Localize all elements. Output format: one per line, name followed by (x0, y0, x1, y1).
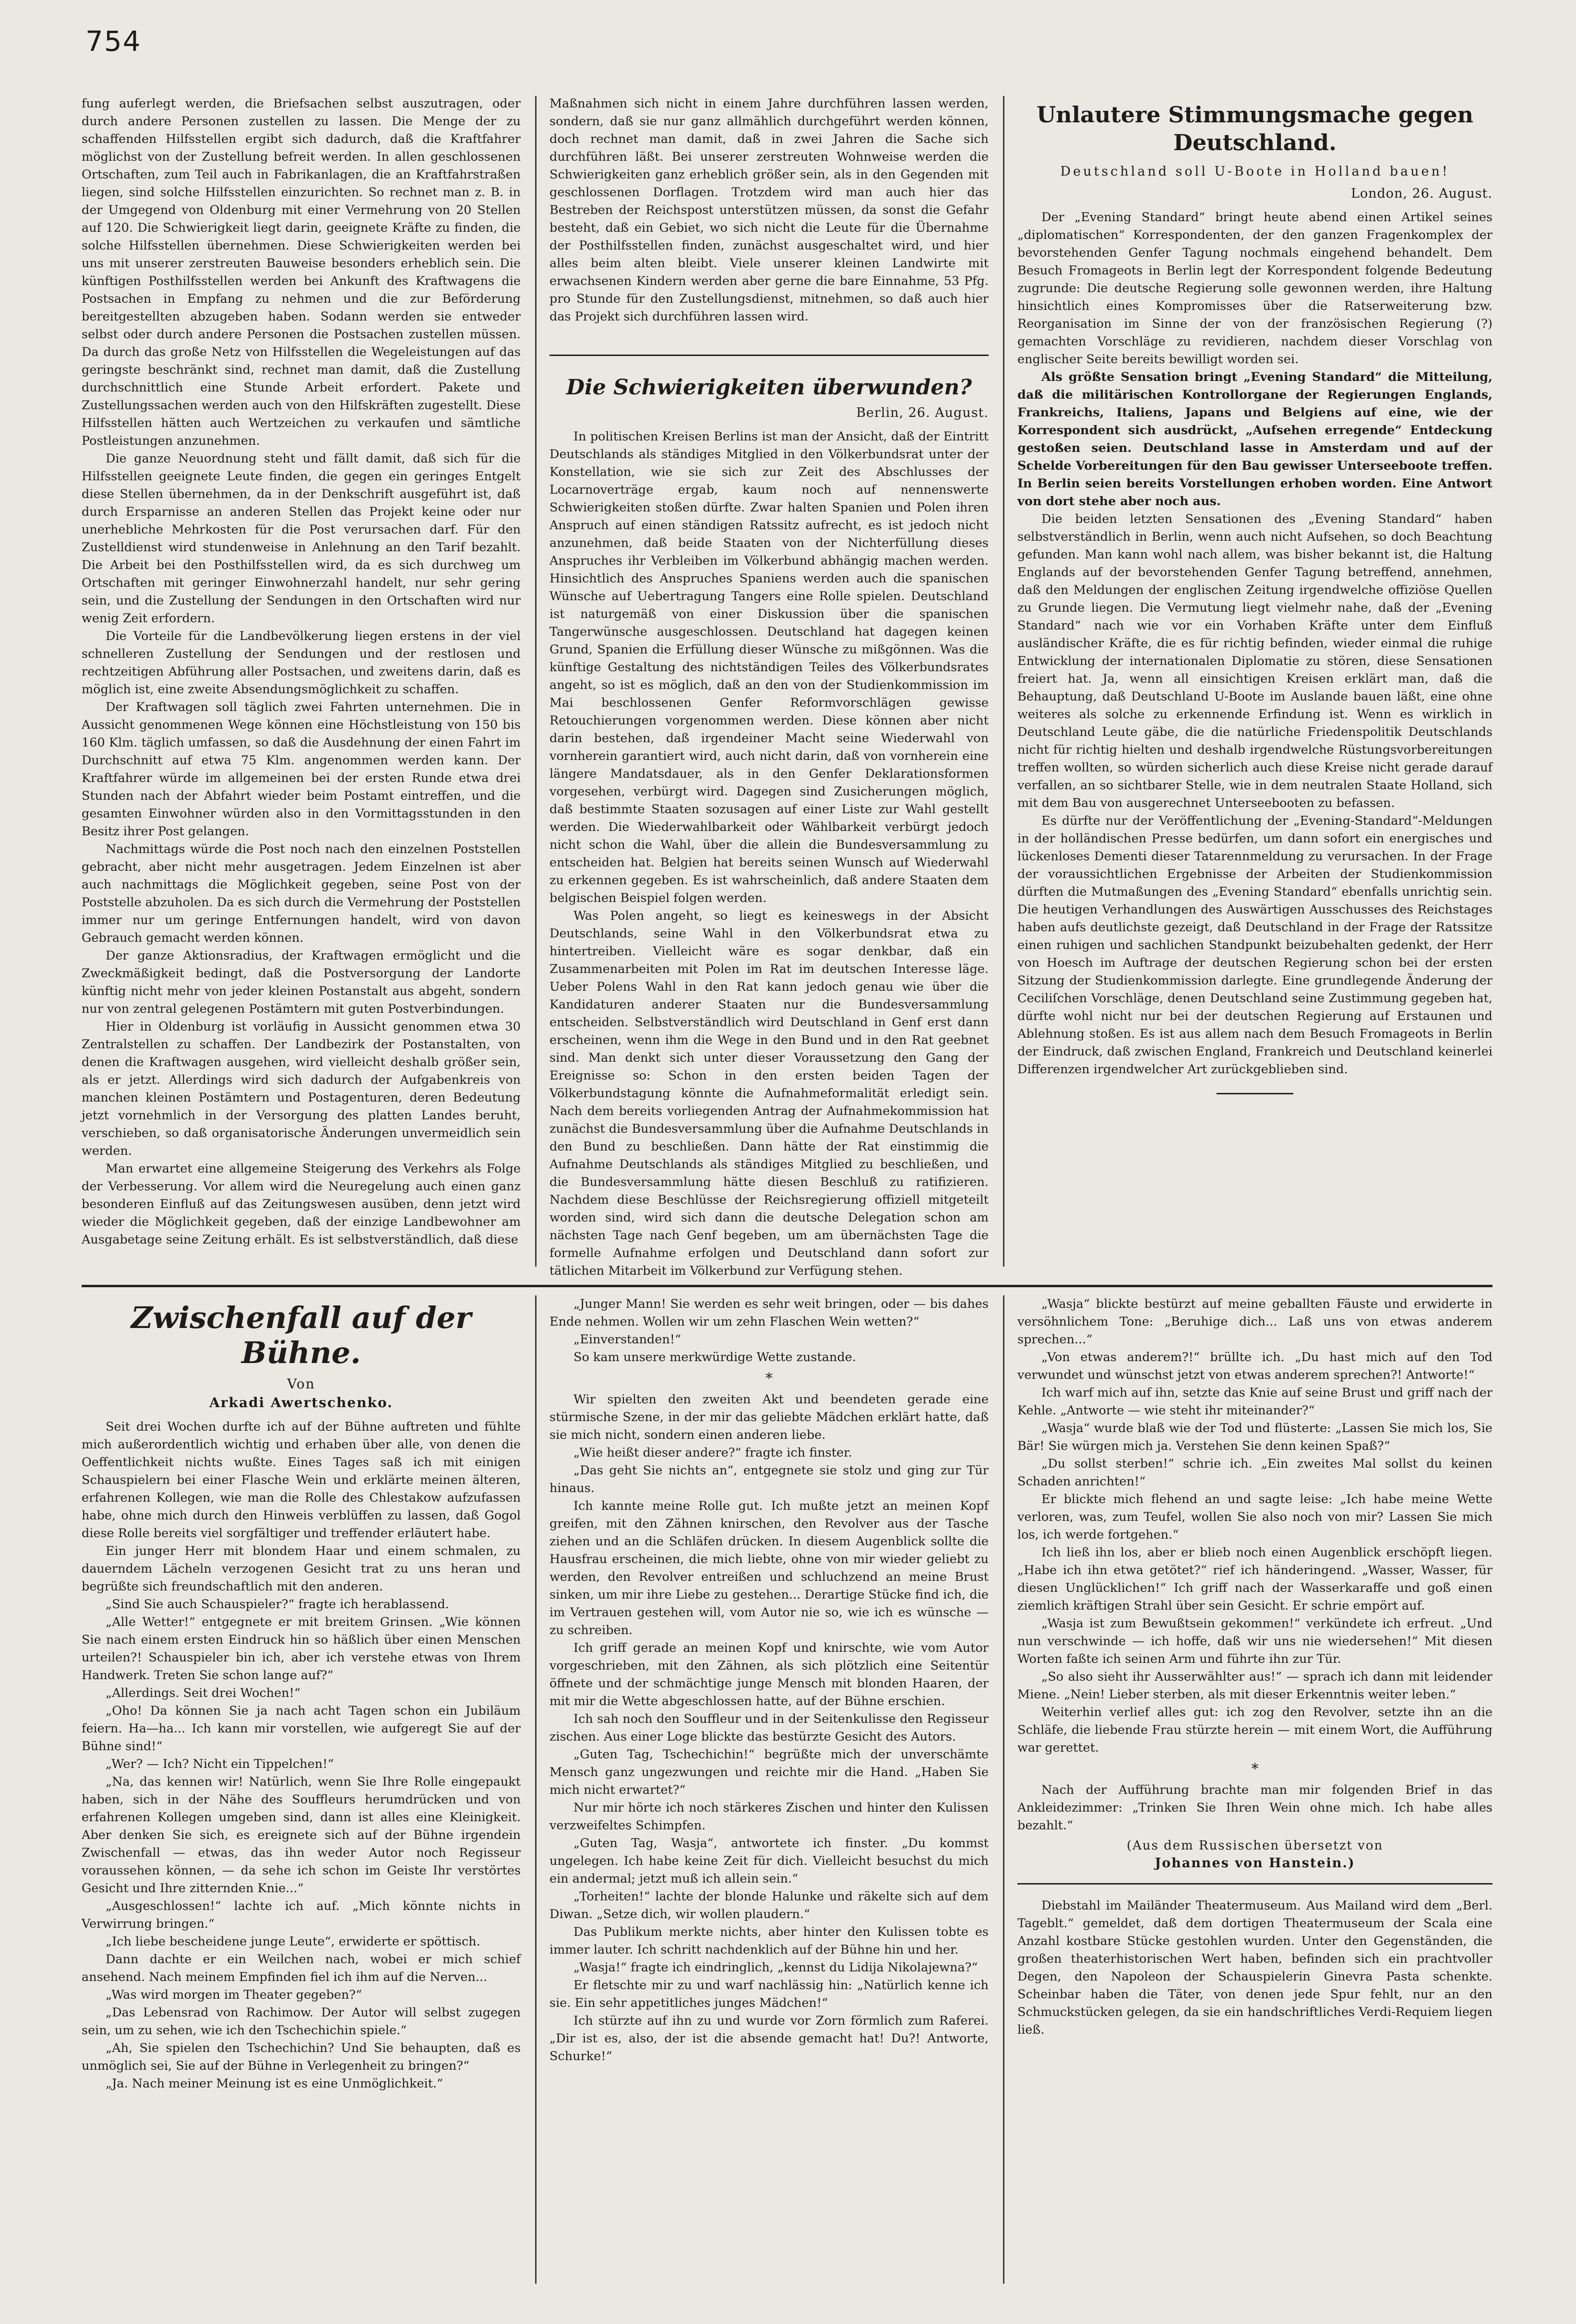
separator-star: * (765, 1370, 773, 1387)
paragraph: Er fletschte mir zu und warf nachlässig hin: „Natürlich kenne ich sie. Ein sehr appetitliches junges Mädchen!“ (549, 1978, 989, 2010)
paragraph: Seit drei Wochen durfte ich auf der Bühne auftreten und fühlte mich außerordentlich wichtig und erhaben über alle, von denen die Oeffentlichkeit nichts wußte. Eines Tages saß ich mit einigen Schauspielern bei einer Flasche Wein und erklärte meinen älteren, erfahrenen Kollegen, wie man die Rolle des Chlestakow aufzufassen habe, ohne mich durch den Hinweis verblüffen zu lassen, daß Gogol diese Rolle bereits viel sorgfältiger und treffender erläutert habe. (82, 1420, 521, 1541)
paragraph: „Von etwas anderem?!“ brüllte ich. „Du hast mich auf den Tod verwundet und wünschst jetzt von etwas anderem sprechen?! Antworte!“ (1017, 1350, 1492, 1382)
paragraph: „Wasja ist zum Bewußtsein gekommen!“ verkündete ich erfreut. „Und nun verschwinde — ich hoffe, daß wir uns nie wiedersehen!“ Mit diesen Worten faßte ich seinen Arm und führte ihn zur Tür. (1017, 1616, 1492, 1666)
paragraph: „Du sollst sterben!“ schrie ich. „Ein zweites Mal sollst du keinen Schaden anrichten!“ (1017, 1457, 1492, 1489)
paragraph: „Ausgeschlossen!“ lachte ich auf. „Mich könnte nichts in Verwirrung bringen.“ (82, 1899, 521, 1931)
section-divider (82, 1285, 1492, 1287)
paragraph: Ich griff gerade an meinen Kopf und knirschte, wie vom Autor vorgeschrieben, mit den Zähnen, als sich plötzlich eine Seitentür öffnete und der schmächtige junge Mensch mit blonden Haaren, der mit mir die Wette abgeschlossen hatte, auf der Bühne erschien. (549, 1641, 989, 1708)
paragraph: Wir spielten den zweiten Akt und beendeten gerade eine stürmische Szene, in der mir das geliebte Mädchen erklärt hatte, daß sie mich nicht, sondern einen anderen liebe. (549, 1392, 989, 1442)
paragraph: „Ich liebe bescheidene junge Leute“, erwiderte er spöttisch. (106, 1934, 480, 1949)
paragraph: Dann dachte er ein Weilchen nach, wobei er mich schief ansehend. Nach meinem Empfinden fiel ich ihm auf die Nerven... (82, 1952, 521, 1984)
paragraph: Hier in Oldenburg ist vorläufig in Aussicht genommen etwa 30 Zentralstellen zu schaffen. Der Landbezirk der Postanstalten, von denen die Kraftwagen ausgehen, wird vielleicht deshalb größer sein, als er jetzt. Allerdings wird sich dadurch der Aufgabenkreis von manchen kleinen Postämtern und Postagenturen, deren Bedeutung jetzt vornehmlich in der Versorgung des platten Landes beruht, verschieben, so daß organisatorische Änderungen unvermeidlich sein werden. (82, 1020, 521, 1158)
story-column-3 (1017, 1295, 1492, 2284)
story-von: Von (287, 1376, 315, 1392)
article-separator (549, 355, 989, 356)
column-divider (535, 1295, 537, 2284)
paragraph: „Alle Wetter!“ entgegnete er mit breitem Grinsen. „Wie können Sie nach einem ersten Eindruck hin so häßlich über einen Menschen urteilen?! Schauspieler bin ich, aber ich verstehe etwas von Ihrem Handwerk. Treten Sie schon lange auf?“ (82, 1615, 521, 1683)
paragraph: Nur mir hörte ich noch stärkeres Zischen und hinter den Kulissen verzweifeltes Schimpfen. (549, 1801, 989, 1833)
article-dateline: London, 26. August. (1350, 186, 1492, 201)
paragraph: Die beiden letzten Sensationen des „Evening Standard“ haben selbstverständlich in Berlin, wenn auch nicht Aufsehen, so doch Beachtung gefunden. Man kann wohl nach allem, was bisher bekannt ist, die Haltung Englands auf der bevorstehenden Genfer Tagung betreffend, annehmen, daß den Meldungen der englischen Zeitung irgendwelche offiziöse Quellen zu Grunde liegen. Die Vermutung liegt vielmehr nahe, daß der „Evening Standard“ nach wie vor ein Vorhaben Kräfte unter dem Einfluß ausländischer Kräfte, die es für richtig befinden, wieder einmal die ruhige Entwicklung der internationalen Diplomatie zu stören, diese Sensationen freiert hat. Ja, wenn all einsichtigen Kreisen erklärt man, daß die Behauptung, daß Deutschland U-Boote im Auslande bauen läßt, eine ohne weiteres als solche zu erkennende Erfindung ist. Wenn es wirklich in Deutschland Leute gäbe, die die natürliche Friedenspolitik Deutschlands nicht für richtig hielten und deshalb irgendwelche Rüstungsvorbereitungen treffen wollten, so würden sicherlich auch diese Kreise nicht gerade darauf verfallen, an so sichtbarer Stelle, wie in dem neutralen Staate Holland, sich mit dem Bau von ausgerechnet Unterseebooten zu befassen. (1017, 512, 1492, 810)
page-number: 754 (85, 25, 142, 58)
paragraph: Man erwartet eine allgemeine Steigerung des Verkehrs als Folge der Verbesserung. Vor allem wird die Neuregelung auch einen ganz besonderen Einfluß auf das Zeitungswesen ausüben, denn jetzt wird wieder die Möglichkeit gegeben, daß der einzige Landbewohner am Ausgabetage seine Zeitung erhält. Es ist selbstverständlich, daß diese (82, 1162, 521, 1247)
article-headline: Unlautere Stimmungsmache gegen Deutschland. (1036, 102, 1474, 155)
paragraph: Ich ließ ihn los, aber er blieb noch einen Augenblick erschöpft liegen. „Habe ich ihn etwa getötet?“ rief ich händeringend. „Wasser, Wasser, für diesen Unglücklichen!“ Ich griff nach der Wasserkaraffe und goß einen ziemlich kräftigen Strahl über sein Gesicht. Er schrie empört auf. (1017, 1545, 1492, 1613)
paragraph: „Wie heißt dieser andere?“ fragte ich finster. (573, 1446, 852, 1460)
paragraph: Ich warf mich auf ihn, setzte das Knie auf seine Brust und griff nach der Kehle. „Antworte — wie steht ihr miteinander?“ (1017, 1386, 1492, 1418)
separator-star: * (1251, 1761, 1259, 1778)
paragraph: „Na, das kennen wir! Natürlich, wenn Sie Ihre Rolle eingepaukt haben, sich in der Nähe des Souffleurs herumdrücken und von erfahrenen Kollegen umgeben sind, dann ist alles eine Kleinigkeit. Aber denken Sie sich, es ereignete sich auf der Bühne irgendein Zwischenfall — etwas, das ihn weder Autor noch Regisseur voraussehen können, — da sehe ich schon im Geiste Ihr verstörtes Gesicht und Ihre zitternden Knie...“ (82, 1775, 521, 1896)
paragraph: „Junger Mann! Sie werden es sehr weit bringen, oder — bis dahes Ende nehmen. Wollen wir um zehn Flaschen Wein wetten?“ (549, 1297, 989, 1329)
paragraph: Der „Evening Standard“ bringt heute abend einen Artikel seines „diplomatischen“ Korrespondenten, der den ganzen Fragenkomplex der bevorstehenden Genfer Tagung nochmals eingehend behandelt. Dem Besuch Fromageots in Berlin legt der Korrespondent folgende Bedeutung zugrunde: Die deutsche Regierung solle gewonnen werden, ihre Haltung hinsichtlich eines Kompromisses über die Ratserweiterung bzw. Reorganisation im Sinne der von der französischen Regierung (?) gemachten Vorschläge zu revidieren, nachdem dieser Vorschlag von englischer Seite bereits bewilligt worden sei. (1017, 210, 1492, 367)
paragraph: Das Publikum merkte nichts, aber hinter den Kulissen tobte es immer lauter. Ich schritt nachdenklich auf der Bühne hin und her. (549, 1925, 989, 1957)
paragraph: „Guten Tag, Wasja“, antwortete ich finster. „Du kommst ungelegen. Ich habe keine Zeit für dich. Vielleicht besuchst du mich ein andermal; jetzt muß ich allein sein.“ (549, 1836, 989, 1886)
column-3 (1017, 101, 1492, 1267)
column-divider (535, 96, 537, 1267)
paragraph: „Guten Tag, Tschechichin!“ begrüßte mich der unverschämte Mensch ganz ungezwungen und reichte mir die Hand. „Haben Sie mich nicht erwartet?“ (549, 1747, 989, 1797)
column-1 (82, 95, 521, 1266)
paragraph: „Was wird morgen im Theater gegeben?“ (106, 1988, 362, 2002)
paragraph: Ein junger Herr mit blondem Haar und einem schmalen, zu dauerndem Lächeln verzogenen Gesicht trat zu uns heran und begrüßte sich freundschaftlich mit den anderen. (82, 1544, 521, 1594)
article-dateline: Berlin, 26. August. (856, 405, 989, 420)
translation-note: (Aus dem Russischen übersetzt von (1126, 1838, 1384, 1853)
paragraph: So kam unsere merkwürdige Wette zustande. (573, 1350, 856, 1364)
paragraph: Maßnahmen sich nicht in einem Jahre durchführen lassen werden, sondern, daß sie nur ganz allmählich durchgeführt werden können, doch rechnet man damit, daß in zwei Jahren die Sache sich durchführen läßt. Bei unserer zerstreuten Wohnweise werden die Schwierigkeiten ganz erheblich größer sein, als in den Gegenden mit geschlossenen Dorflagen. Trotzdem wird man auch hier das Bestreben der Reichspost unterstützen müssen, da sonst die Gefahr besteht, daß ein Gebiet, wo sich nicht die Leute für die Übernahme der Posthilfsstellen finden, zunächst ausgeschaltet wird, und hier alles beim alten bleibt. Viele unserer kleinen Landwirte mit erwachsenen Kindern werden aber gerne die bare Einnahme, 53 Pfg. pro Stunde für den Zustellungsdienst, mitnehmen, so daß auch hier das Projekt sich durchführen lassen wird. (549, 96, 989, 324)
paragraph: Diebstahl im Mailänder Theatermuseum. Aus Mailand wird dem „Berl. Tageblt.“ gemeldet, daß dem dortigen Theatermuseum der Scala eine Anzahl kostbare Stücke gestohlen wurden. Unter den Gegenständen, die großen theaterhistorischen Wert haben, befinden sich ein prachtvoller Degen, den Napoleon der Schauspielerin Ginevra Pasta schenkte. Scheinbar haben die Täter, von denen jede Spur fehlt, nur an den Schmuckstücken gelegen, da sie ein handschriftliches Verdi-Requiem liegen ließ. (1017, 1898, 1492, 2037)
paragraph: Was Polen angeht, so liegt es keineswegs in der Absicht Deutschlands, seine Wahl in den Völkerbundsrat etwa zu hintertreiben. Vielleicht wäre es sogar denkbar, daß ein Zusammenarbeiten mit Polen im Rat im deutschen Interesse läge. Ueber Polens Wahl in den Rat kann jedoch genau wie über die Kandidaturen anderer Staaten nur die Bundesversammlung entscheiden. Selbstverständlich wird Deutschland in Genf erst dann erscheinen, wenn ihm die Wege in den Bund und in den Rat geebnet sind. Man denkt sich unter dieser Voraussetzung den Gang der Ereignisse so: Schon in den ersten beiden Tagen der Völkerbundstagung könnte die Aufnahmeformalität erledigt sein. Nach dem bereits vorliegenden Antrag der Aufnahmekommission hat zunächst die Bundesversammlung über die Aufnahme Deutschlands in den Bund zu beschließen. Dann hätte der Rat einstimmig die Aufnahme Deutschlands als ständiges Mitglied zu beschließen, und die Bundesversammlung hätte diesen Beschluß zu ratifizieren. Nachdem diese Beschlüsse der Reichsregierung offiziell mitgeteilt worden sind, wird sich dann die deutsche Delegation schon am nächsten Tage nach Genf begeben, um am übernächsten Tage die formelle Aufnahme erfolgen und Deutschland dann sofort zur tätlichen Mitarbeit im Völkerbund zur Verfügung stehen. (549, 909, 989, 1278)
paragraph: fung auferlegt werden, die Briefsachen selbst auszutragen, oder durch andere Personen zustellen zu lassen. Die Menge der zu schaffenden Hilfsstellen ergibt sich dadurch, daß die Kraftfahrer möglichst von der Zustellung befreit werden. In allen geschlossenen Ortschaften, zum Teil auch in Fabrikanlagen, die an Kraftfahrstraßen liegen, sind solche Hilfsstellen einzurichten. So rechnet man z. B. in der Umgegend von Oldenburg mit einer Vermehrung von 20 Stellen auf 120. Die Schwierigkeit liegt darin, geeignete Kräfte zu finden, die solche Hilfsstellen übernehmen. Diese Schwierigkeiten werden bei uns mit unserer zerstreuten Bauweise besonders erheblich sein. Die künftigen Posthilfsstellen werden bei Ankunft des Kraftwagens die Postsachen in Empfang zu nehmen und die zur Beförderung bereitgestellten abzugeben haben. Sodann werden sie entweder selbst oder durch andere Personen die Postsachen zustellen müssen. Da durch das große Netz von Hilfsstellen die Wegeleistungen auf das geringste beschränkt sind, rechnet man damit, daß die Zustellung durchschnittlich eine Stunde Arbeit erfordert. Pakete und Zustellungssachen werden auch von den Hilfskräften zugestellt. Diese Hilfsstellen hätten auch Wertzeichen zu verkaufen und sämtliche Postleistungen anzunehmen. (82, 96, 521, 448)
translator: Johannes von Hanstein.) (1155, 1856, 1355, 1871)
paragraph: Er blickte mich flehend an und sagte leise: „Ich habe meine Wette verloren, was, zum Teufel, wollen Sie also noch von mir? Lassen Sie mich los, ich werde fortgehen.“ (1017, 1492, 1492, 1542)
paragraph: „Ja. Nach meiner Meinung ist es eine Unmöglichkeit.“ (106, 2076, 443, 2091)
story-headline: Zwischenfall auf der Bühne. (131, 1300, 471, 1370)
paragraph: Es dürfte nur der Veröffentlichung der „Evening-Standard“-Meldungen in der holländischen Presse bedürfen, um dann sofort ein energisches und lückenloses Dementi dieser Tatarennmeldung zu verursachen. In der Frage der voraussichtlichen Ergebnisse der Arbeiten der Studienkommission dürften die Mutmaßungen des „Evening Standard“ ebenfalls unrichtig sein. Die heutigen Verhandlungen des Auswärtigen Ausschusses des Reichstages haben aufs deutlichste gezeigt, daß Deutschland in der Frage der Ratssitze einen ruhigen und sachlichen Standpunkt beizubehalten gedenkt, der Herr von Hoesch im Auftrage der deutschen Regierung schon bei der ersten Sitzung der Studienkommission darlegte. Eine grundlegende Änderung der Ceciliſchen Vorschläge, denen Deutschland seine Zustimmung gegeben hat, dürfte wohl nicht nur bei der deutschen Regierung auf Erstaunen und Ablehnung stoßen. Es ist aus allem nach dem Besuch Fromageots in Berlin der Eindruck, daß zwischen England, Frankreich und Deutschland keinerlei Differenzen irgendwelcher Art zurückgeblieben sind. (1017, 814, 1492, 1077)
story-column-1 (82, 1295, 521, 2284)
paragraph: Der ganze Aktionsradius, der Kraftwagen ermöglicht und die Zweckmäßigkeit bedingt, daß die Postversorgung der Landorte künftig nicht mehr von jeder kleinen Postanstalt aus abgeht, sondern nur von zentral gelegenen Postämtern mit guten Postverbindungen. (82, 949, 521, 1016)
paragraph: Als größte Sensation bringt „Evening Standard“ die Mitteilung, daß die militärischen Kontrollorgane der Regierungen Englands, Frankreichs, Italiens, Japans und Belgiens auf eine, wie der Korrespondent sich ausdrückt, „Aufsehen erregende“ Entdeckung gestoßen seien. Deutschland lasse in Amsterdam und auf der Schelde Vorbereitungen für den Bau gewisser Unterseeboote treffen. In Berlin seien bereits Vorstellungen erhoben worden. Eine Antwort von dort stehe aber noch aus. (1017, 370, 1492, 509)
paragraph: Die ganze Neuordnung steht und fällt damit, daß sich für die Hilfsstellen geeignete Leute finden, die gegen ein geringes Entgelt diese Stellen übernehmen, da in der Denkschrift ausgeführt ist, daß durch Ersparnisse an anderen Stellen das Projekt keine oder nur unerhebliche Mehrkosten für die Post verursachen darf. Für den Zustelldienst wird stundenweise in Anlehnung an den Tarif bezahlt. Die Arbeit bei den Posthilfsstellen wird, da es sich durchweg um Ortschaften mit geringer Einwohnerzahl handelt, nur sehr gering sein, und die Zustellung der Sendungen in den Ortschaften wird nur wenig Zeit erfordern. (82, 451, 521, 626)
paragraph: „Torheiten!“ lachte der blonde Halunke und räkelte sich auf dem Diwan. „Setze dich, wir wollen plaudern.“ (549, 1889, 989, 1921)
paragraph: „Sind Sie auch Schauspieler?“ fragte ich herablassend. (106, 1597, 449, 1612)
paragraph: „Das Lebensrad von Rachimow. Der Autor will selbst zugegen sein, um zu sehen, wie ich den Tschechichin spiele.“ (82, 2005, 521, 2038)
paragraph: „Allerdings. Seit drei Wochen!“ (106, 1686, 301, 1700)
column-divider (1003, 96, 1004, 1267)
paragraph: Weiterhin verlief alles gut: ich zog den Revolver, setzte ihn an die Schläfe, die liebende Frau stürzte herein — mit einem Wort, die Aufführung war gerettet. (1017, 1705, 1492, 1755)
story-author: Arkadi Awertschenko. (209, 1395, 393, 1411)
article-subheadline: Deutschland soll U-Boote in Holland bauen! (1060, 164, 1450, 179)
story-column-2 (549, 1295, 989, 2284)
paragraph: „Das geht Sie nichts an“, entgegnete sie stolz und ging zur Tür hinaus. (549, 1463, 989, 1495)
end-rule (1217, 1093, 1293, 1094)
column-2 (549, 95, 989, 1278)
paragraph: „So also sieht ihr Ausserwählter aus!“ — sprach ich dann mit leidender Miene. „Nein! Lieber sterben, als mit dieser Erkenntnis weiter leben.“ (1017, 1670, 1492, 1702)
column-divider (1003, 1295, 1004, 2284)
paragraph: Nach der Aufführung brachte man mir folgenden Brief in das Ankleidezimmer: „Trinken Sie Ihren Wein ohne mich. Ich habe alles bezahlt.“ (1017, 1783, 1492, 1833)
article-headline: Die Schwierigkeiten überwunden? (566, 375, 972, 400)
paragraph: Nachmittags würde die Post noch nach den einzelnen Poststellen gebracht, aber nicht mehr ausgetragen. Jedem Einzelnen ist aber auch nachmittags die Möglichkeit gegeben, seine Post von der Poststelle abzuholen. Da es sich durch die Vermehrung der Poststellen immer nur um geringe Entfernungen handelt, wird von davon Gebrauch gemacht werden können. (82, 842, 521, 945)
paragraph: Ich kannte meine Rolle gut. Ich mußte jetzt an meinen Kopf greifen, mit den Zähnen knirschen, den Revolver aus der Tasche ziehen und an die Schläfen drücken. In diesem Augenblick sollte die Hausfrau erscheinen, die mich liebte, ohne von mir wieder geliebt zu werden, den Revolver entreißen und schluchzend an meine Brust sinken, um mir ihre Liebe zu gestehen... Derartige Stücke find ich, die im Vertrauen gestehen will, vom Autor nie so, wie ich es wünsche — zu schreiben. (549, 1499, 989, 1637)
article-separator (1017, 1883, 1492, 1885)
paragraph: „Wer? — Ich? Nicht ein Tippelchen!“ (106, 1757, 334, 1771)
paragraph: „Wasja“ wurde blaß wie der Tod und flüsterte: „Lassen Sie mich los, Sie Bär! Sie würgen mich ja. Verstehen Sie denn keinen Spaß?“ (1017, 1421, 1492, 1453)
paragraph: „Wasja“ blickte bestürzt auf meine geballten Fäuste und erwiderte in versöhnlichem Tone: „Beruhige dich... Laß uns von etwas anderem sprechen...“ (1017, 1297, 1492, 1347)
paragraph: In politischen Kreisen Berlins ist man der Ansicht, daß der Eintritt Deutschlands als ständiges Mitglied in den Völkerbundsrat unter der Konstellation, wie sie sich zur Zeit des Abschlusses der Locarnoverträge ergab, kaum noch auf nennenswerte Schwierigkeiten stoßen dürfte. Zwar halten Spanien und Polen ihren Anspruch auf einen ständigen Ratssitz aufrecht, es ist jedoch nicht anzunehmen, daß beide Staaten von der Nichterfüllung dieses Anspruches ihr Verbleiben im Völkerbund abhängig machen werden. Hinsichtlich des Anspruches Spaniens werden auch die spanischen Wünsche auf Uebertragung Tangers eine Rolle spielen. Deutschland ist naturgemäß von einer Diskussion über die spanischen Tangerwünsche ausgeschlossen. Deutschland hat dagegen keinen Grund, Spanien die Erfüllung dieser Wünsche zu mißgönnen. Was die künftige Gestaltung des nichtständigen Teiles des Völkerbundsrates angeht, so ist es möglich, daß an den von der Studienkommission im Mai beschlossenen Genfer Reformvorschlägen gewisse Retouchierungen vorgenommen werden. Diese können aber nicht darin bestehen, daß irgendeiner Macht seine Wiederwahl von vornherein garantiert wird, auch nicht darin, daß von vornherein eine längere Mandatsdauer, als in den Genfer Deklarationsformen vorgesehen, verbürgt wird. Dagegen sind Zusicherungen möglich, daß bestimmte Staaten sozusagen auf einer Liste zur Wahl gestellt werden. Die Wiederwahlbarkeit oder Wählbarkeit verbürgt jedoch nicht schon die Wahl, über die allein die Bundesversammlung zu entscheiden hat. Belgien hat bereits seinen Wunsch auf Wiederwahl zu erkennen gegeben. Es ist wahrscheinlich, daß andere Staaten dem belgischen Beispiel folgen werden. (549, 429, 989, 905)
paragraph: Der Kraftwagen soll täglich zwei Fahrten unternehmen. Die in Aussicht genommenen Wege können eine Höchstleistung von 150 bis 160 Klm. täglich umfassen, so daß die Ausdehnung der einen Fahrt im Durchschnitt auf etwa 75 Klm. angenommen werden kann. Der Kraftfahrer würde im allgemeinen bei der ersten Runde etwa drei Stunden nach der Abfahrt wieder beim Postamt eintreffen, und die gesamten Einwohner würden also in den Vormittagsstunden in den Besitz ihrer Post gelangen. (82, 700, 521, 839)
paragraph: „Einverstanden!“ (573, 1332, 681, 1347)
paragraph: Die Vorteile für die Landbevölkerung liegen erstens in der viel schnelleren Zustellung der Sendungen und der restlosen und rechtzeitigen Abführung aller Postsachen, und zweitens darin, daß es möglich ist, eine zweite Absendungsmöglichkeit zu schaffen. (82, 629, 521, 697)
paragraph: Ich sah noch den Souffleur und in der Seitenkulisse den Regisseur zischen. Aus einer Loge blickte das bestürzte Gesicht des Autors. (549, 1712, 989, 1744)
paragraph: „Ah, Sie spielen den Tschechichin? Und Sie behaupten, daß es unmöglich sei, Sie auf der Bühne in Verlegenheit zu bringen?“ (82, 2041, 521, 2073)
paragraph: „Wasja!“ fragte ich eindringlich, „kennst du Lidija Nikolajewna?“ (573, 1960, 978, 1975)
paragraph: „Oho! Da können Sie ja nach acht Tagen schon ein Jubiläum feiern. Ha—ha... Ich kann mir vorstellen, wie aufgeregt Sie auf der Bühne sind!“ (82, 1704, 521, 1754)
paragraph: Ich stürzte auf ihn zu und wurde vor Zorn förmlich zum Raferei. „Dir ist es, also, der ist die absende gemacht hat! Du?! Antworte, Schurke!“ (549, 2014, 989, 2063)
